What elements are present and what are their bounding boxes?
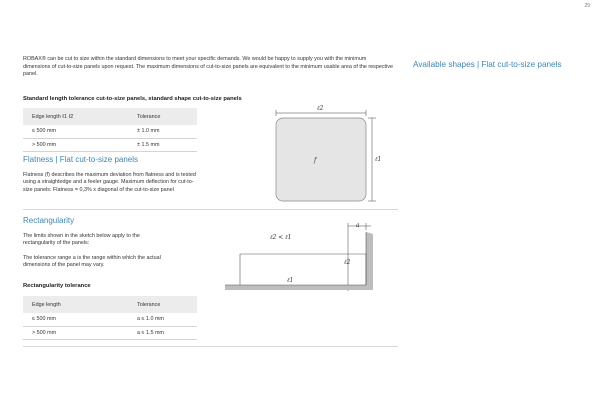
rectangularity-table-title: Rectangularity tolerance xyxy=(23,283,91,289)
flatness-heading: Flatness | Flat cut-to-size panels xyxy=(23,155,139,164)
panel-shape xyxy=(276,118,366,201)
section-divider xyxy=(23,346,398,347)
table-cell: ≤ 500 mm xyxy=(23,313,128,326)
rectangularity-sketch xyxy=(225,221,385,297)
section-divider xyxy=(23,209,398,210)
rectangularity-text-2: The tolerance range a is the range within which the actual dimensions of the panel may vary. xyxy=(23,255,161,269)
rectangularity-heading: Rectangularity xyxy=(23,216,75,225)
table-cell: > 500 mm xyxy=(23,138,128,152)
label-l1: ℓ1 xyxy=(375,156,382,163)
table-cell: ± 1.5 mm xyxy=(128,138,197,152)
table-header-edge-length: Edge length xyxy=(23,296,128,313)
table-header-tolerance: Tolerance xyxy=(128,108,197,125)
rectangularity-text-1: The limits shown in the sketch below apply to the rectangularity of the panels: xyxy=(23,233,140,247)
inequality-label: ℓ2 < ℓ1 xyxy=(270,234,292,241)
label-l2: ℓ2 xyxy=(317,105,324,112)
table-cell: a ≤ 1.0 mm xyxy=(128,313,197,326)
standard-tolerance-table xyxy=(23,108,197,152)
standard-table-title: Standard length tolerance cut-to-size panels, standard shape cut-to-size panels xyxy=(23,96,242,102)
table-row xyxy=(23,313,197,326)
rectangularity-tolerance-table xyxy=(23,296,197,340)
table-header-tolerance: Tolerance xyxy=(128,296,197,313)
tolerance-shade-horizontal xyxy=(225,285,373,290)
tolerance-shade-vertical xyxy=(366,232,373,290)
table-cell: > 500 mm xyxy=(23,326,128,340)
label-l2: ℓ2 xyxy=(344,259,351,266)
label-f: f xyxy=(314,157,317,164)
label-l1: ℓ1 xyxy=(287,277,294,284)
table-row xyxy=(23,326,197,340)
intro-paragraph: ROBAX® can be cut to size within the standard dimensions to meet your specific demands. We would be happy to supply you with the minimum dimensions of cut-to-size panels upon request. The maximum dimensions of cut-to-size panels are equivalent to the minimum usable area of the respective panel. xyxy=(23,56,393,77)
label-a: a xyxy=(356,222,360,229)
side-heading: Available shapes | Flat cut-to-size panels xyxy=(413,60,562,69)
table-cell: ≤ 500 mm xyxy=(23,125,128,138)
flatness-text: Flatness (f) describes the maximum deviation from flatness and is tested using a straightedge and a feeler gauge. Maximum deflection for cut-to-size panels: Flatness = 0,3% x diagonal of the cut-to-size panel xyxy=(23,172,196,193)
table-row xyxy=(23,125,197,138)
page-number: 29 xyxy=(584,3,590,9)
table-header-edge-length: Edge length ℓ1 ℓ2 xyxy=(23,108,128,125)
table-cell: a ≤ 1.5 mm xyxy=(128,326,197,340)
table-cell: ± 1.0 mm xyxy=(128,125,197,138)
table-row xyxy=(23,138,197,152)
panel-sketch xyxy=(262,100,392,210)
